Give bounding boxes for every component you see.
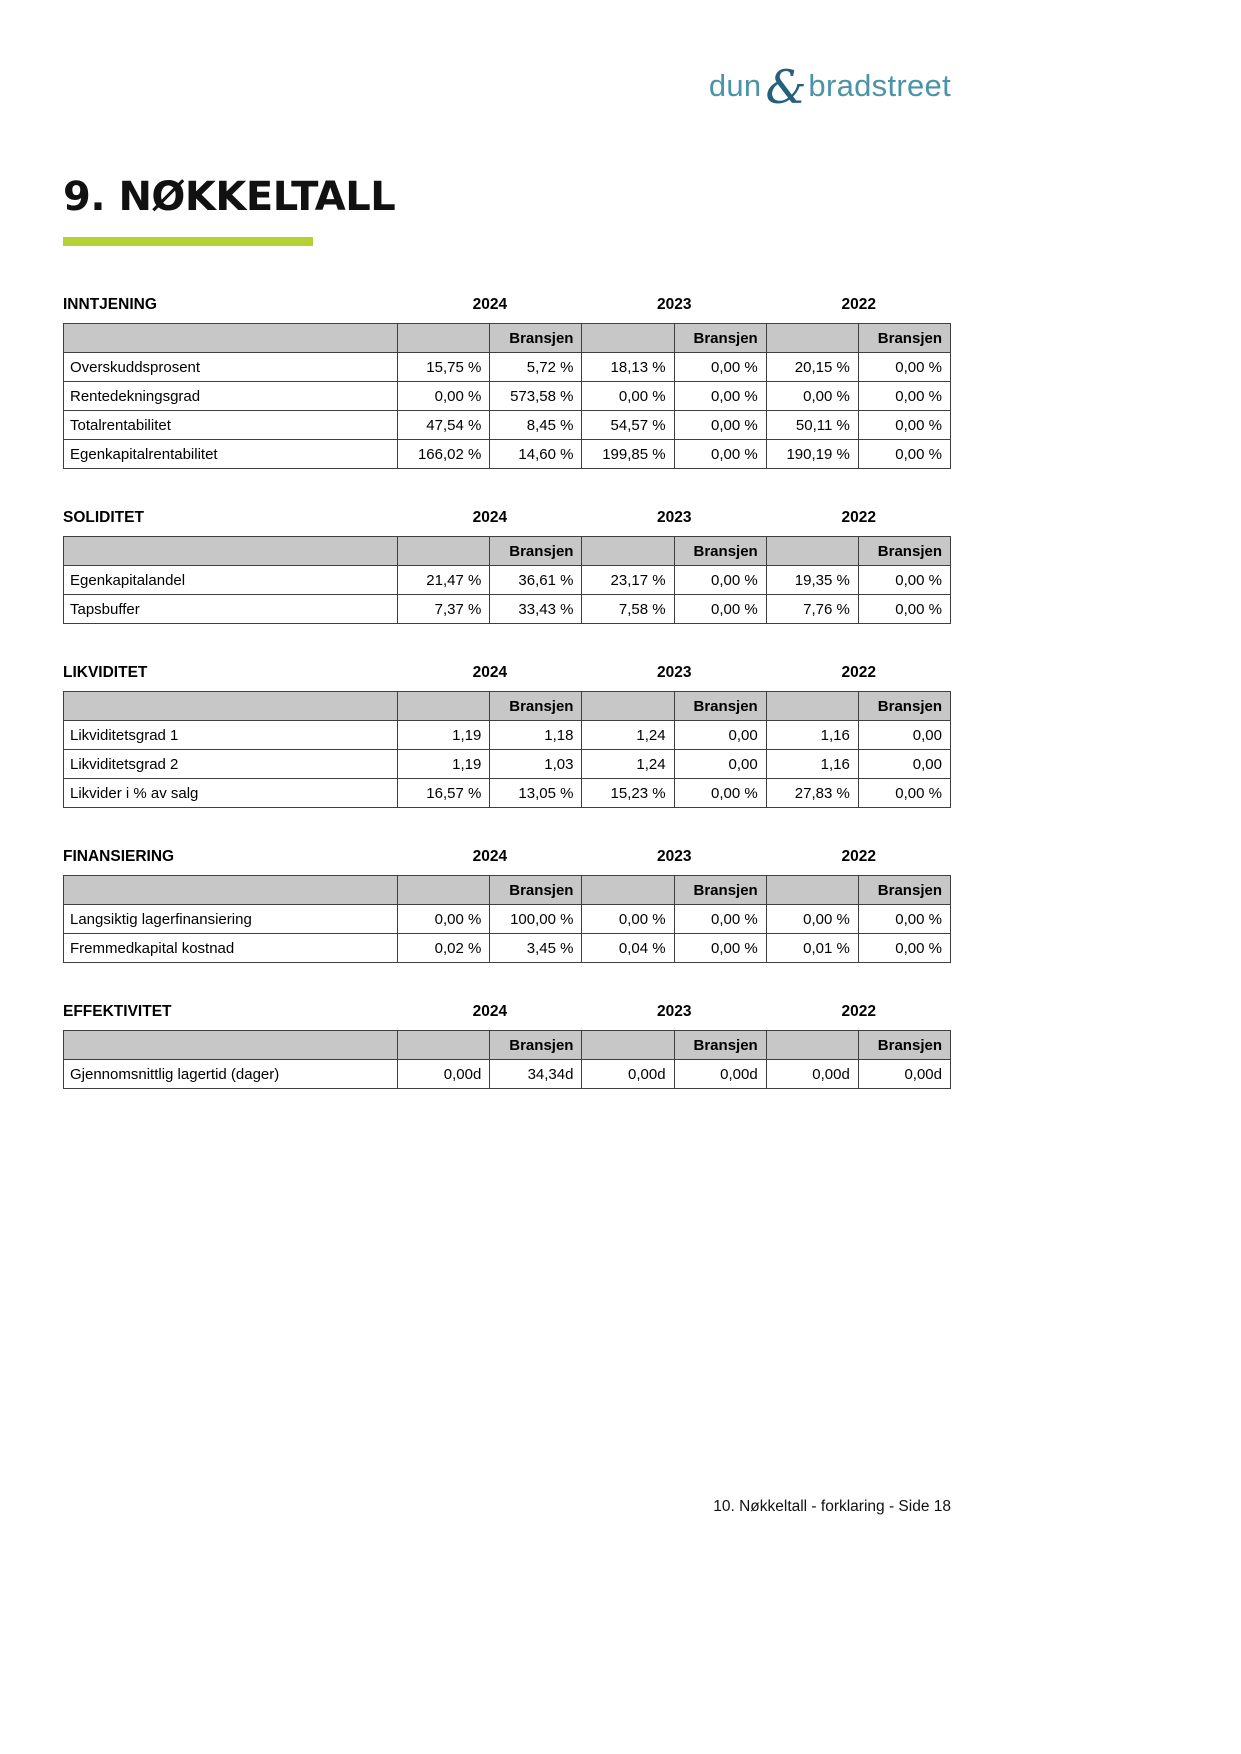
value-cell: 0,00d [582, 1060, 674, 1089]
row-label: Likviditetsgrad 1 [64, 721, 398, 750]
empty-header-cell [64, 1031, 398, 1060]
empty-header-cell [766, 692, 858, 721]
empty-header-cell [64, 876, 398, 905]
year-label: 2023 [657, 296, 692, 313]
industry-label-cell: Bransjen [674, 876, 766, 905]
industry-header-row [64, 537, 951, 566]
value-cell: 0,00 % [674, 353, 766, 382]
logo-ampersand-icon: & [765, 60, 807, 114]
section-finansiering [63, 848, 951, 963]
section-title: LIKVIDITET [63, 664, 148, 681]
year-label: 2023 [657, 848, 692, 865]
table-row [64, 779, 951, 808]
empty-header-cell [64, 692, 398, 721]
table-row [64, 353, 951, 382]
industry-header-row [64, 876, 951, 905]
year-label: 2023 [657, 1003, 692, 1020]
value-cell: 1,19 [398, 721, 490, 750]
value-cell: 47,54 % [398, 411, 490, 440]
industry-label-cell: Bransjen [674, 324, 766, 353]
value-cell: 18,13 % [582, 353, 674, 382]
value-cell: 0,02 % [398, 934, 490, 963]
year-label: 2023 [657, 664, 692, 681]
row-label: Langsiktig lagerfinansiering [64, 905, 398, 934]
year-label: 2022 [841, 509, 876, 526]
value-cell: 573,58 % [490, 382, 582, 411]
page-footer: 10. Nøkkeltall - forklaring - Side 18 [713, 1498, 951, 1515]
industry-label-cell: Bransjen [490, 1031, 582, 1060]
row-label: Rentedekningsgrad [64, 382, 398, 411]
value-cell: 0,00 % [674, 440, 766, 469]
value-cell: 54,57 % [582, 411, 674, 440]
industry-label-cell: Bransjen [674, 1031, 766, 1060]
row-label: Egenkapitalandel [64, 566, 398, 595]
value-cell: 7,37 % [398, 595, 490, 624]
empty-header-cell [766, 537, 858, 566]
value-cell: 1,19 [398, 750, 490, 779]
value-cell: 34,34d [490, 1060, 582, 1089]
year-label: 2022 [841, 296, 876, 313]
value-cell: 166,02 % [398, 440, 490, 469]
year-label: 2024 [472, 848, 508, 865]
value-cell: 1,16 [766, 721, 858, 750]
industry-label-cell: Bransjen [858, 692, 950, 721]
table-row [64, 905, 951, 934]
value-cell: 21,47 % [398, 566, 490, 595]
value-cell: 7,76 % [766, 595, 858, 624]
value-cell: 27,83 % [766, 779, 858, 808]
value-cell: 100,00 % [490, 905, 582, 934]
value-cell: 19,35 % [766, 566, 858, 595]
value-cell: 0,00 % [398, 382, 490, 411]
value-cell: 1,24 [582, 750, 674, 779]
section-likviditet [63, 664, 951, 808]
likviditet-table [63, 691, 951, 808]
empty-header-cell [766, 876, 858, 905]
value-cell: 0,00 % [674, 566, 766, 595]
table-row [64, 934, 951, 963]
value-cell: 0,00 % [858, 905, 950, 934]
industry-header-row [64, 1031, 951, 1060]
value-cell: 0,00 % [858, 566, 950, 595]
value-cell: 14,60 % [490, 440, 582, 469]
table-row [64, 721, 951, 750]
value-cell: 0,00 % [674, 382, 766, 411]
value-cell: 0,00 % [766, 382, 858, 411]
industry-label-cell: Bransjen [858, 1031, 950, 1060]
industry-label-cell: Bransjen [858, 537, 950, 566]
empty-header-cell [582, 537, 674, 566]
industry-header-row [64, 692, 951, 721]
table-row [64, 566, 951, 595]
empty-header-cell [582, 692, 674, 721]
year-label: 2024 [472, 1003, 508, 1020]
row-label: Egenkapitalrentabilitet [64, 440, 398, 469]
section-header [63, 296, 951, 314]
empty-header-cell [766, 1031, 858, 1060]
row-label: Fremmedkapital kostnad [64, 934, 398, 963]
empty-header-cell [398, 1031, 490, 1060]
value-cell: 1,03 [490, 750, 582, 779]
table-row [64, 1060, 951, 1089]
section-inntjening [63, 296, 951, 469]
value-cell: 0,00 % [674, 779, 766, 808]
row-label: Likviditetsgrad 2 [64, 750, 398, 779]
value-cell: 0,00 % [674, 411, 766, 440]
table-row [64, 382, 951, 411]
logo-text-bradstreet: bradstreet [808, 68, 951, 103]
table-row [64, 595, 951, 624]
row-label: Totalrentabilitet [64, 411, 398, 440]
empty-header-cell [64, 537, 398, 566]
row-label: Overskuddsprosent [64, 353, 398, 382]
value-cell: 0,00 [674, 750, 766, 779]
value-cell: 50,11 % [766, 411, 858, 440]
empty-header-cell [398, 876, 490, 905]
value-cell: 0,01 % [766, 934, 858, 963]
logo-text-dun: dun [708, 68, 762, 103]
row-label: Tapsbuffer [64, 595, 398, 624]
section-effektivitet [63, 1003, 951, 1089]
value-cell: 13,05 % [490, 779, 582, 808]
title-accent-bar [63, 237, 313, 246]
year-label: 2022 [841, 848, 876, 865]
value-cell: 23,17 % [582, 566, 674, 595]
empty-header-cell [398, 692, 490, 721]
finansiering-table [63, 875, 951, 963]
value-cell: 0,00 % [582, 382, 674, 411]
table-row [64, 411, 951, 440]
dun-bradstreet-logo [63, 60, 951, 114]
section-header [63, 1003, 951, 1021]
empty-header-cell [582, 324, 674, 353]
value-cell: 0,04 % [582, 934, 674, 963]
industry-label-cell: Bransjen [490, 324, 582, 353]
empty-header-cell [398, 537, 490, 566]
value-cell: 33,43 % [490, 595, 582, 624]
value-cell: 0,00d [674, 1060, 766, 1089]
row-label: Gjennomsnittlig lagertid (dager) [64, 1060, 398, 1089]
value-cell: 0,00 % [674, 905, 766, 934]
value-cell: 0,00 [858, 750, 950, 779]
value-cell: 0,00 % [858, 411, 950, 440]
value-cell: 0,00 % [858, 382, 950, 411]
empty-header-cell [64, 324, 398, 353]
section-soliditet [63, 509, 951, 624]
industry-label-cell: Bransjen [674, 537, 766, 566]
value-cell: 0,00 [674, 721, 766, 750]
value-cell: 0,00 % [858, 779, 950, 808]
effektivitet-table [63, 1030, 951, 1089]
value-cell: 0,00d [398, 1060, 490, 1089]
industry-label-cell: Bransjen [490, 692, 582, 721]
value-cell: 0,00d [766, 1060, 858, 1089]
value-cell: 0,00 % [674, 595, 766, 624]
inntjening-table [63, 323, 951, 469]
soliditet-table [63, 536, 951, 624]
value-cell: 1,16 [766, 750, 858, 779]
section-header [63, 509, 951, 527]
year-label: 2024 [472, 509, 508, 526]
year-label: 2024 [472, 296, 508, 313]
industry-label-cell: Bransjen [858, 876, 950, 905]
value-cell: 1,18 [490, 721, 582, 750]
industry-label-cell: Bransjen [490, 876, 582, 905]
empty-header-cell [766, 324, 858, 353]
section-title: SOLIDITET [63, 509, 144, 526]
year-label: 2023 [657, 509, 692, 526]
value-cell: 0,00 % [858, 934, 950, 963]
value-cell: 0,00 % [582, 905, 674, 934]
year-label: 2022 [841, 1003, 876, 1020]
value-cell: 0,00 % [766, 905, 858, 934]
value-cell: 5,72 % [490, 353, 582, 382]
empty-header-cell [398, 324, 490, 353]
value-cell: 0,00 % [858, 353, 950, 382]
page-content [63, 0, 951, 1089]
value-cell: 8,45 % [490, 411, 582, 440]
section-title: INNTJENING [63, 296, 157, 313]
value-cell: 0,00 % [674, 934, 766, 963]
table-row [64, 440, 951, 469]
table-row [64, 750, 951, 779]
value-cell: 36,61 % [490, 566, 582, 595]
value-cell: 0,00 % [858, 440, 950, 469]
industry-header-row [64, 324, 951, 353]
industry-label-cell: Bransjen [858, 324, 950, 353]
value-cell: 190,19 % [766, 440, 858, 469]
value-cell: 16,57 % [398, 779, 490, 808]
value-cell: 0,00 % [398, 905, 490, 934]
value-cell: 15,75 % [398, 353, 490, 382]
section-title: EFFEKTIVITET [63, 1003, 172, 1020]
value-cell: 15,23 % [582, 779, 674, 808]
row-label: Likvider i % av salg [64, 779, 398, 808]
value-cell: 3,45 % [490, 934, 582, 963]
value-cell: 0,00d [858, 1060, 950, 1089]
section-title: FINANSIERING [63, 848, 175, 865]
empty-header-cell [582, 1031, 674, 1060]
industry-label-cell: Bransjen [490, 537, 582, 566]
industry-label-cell: Bransjen [674, 692, 766, 721]
page-title: 9. NØKKELTALL [63, 174, 396, 220]
value-cell: 0,00 % [858, 595, 950, 624]
section-header [63, 848, 951, 866]
year-label: 2022 [841, 664, 876, 681]
section-header [63, 664, 951, 682]
value-cell: 20,15 % [766, 353, 858, 382]
value-cell: 7,58 % [582, 595, 674, 624]
year-label: 2024 [472, 664, 508, 681]
value-cell: 199,85 % [582, 440, 674, 469]
value-cell: 1,24 [582, 721, 674, 750]
value-cell: 0,00 [858, 721, 950, 750]
empty-header-cell [582, 876, 674, 905]
